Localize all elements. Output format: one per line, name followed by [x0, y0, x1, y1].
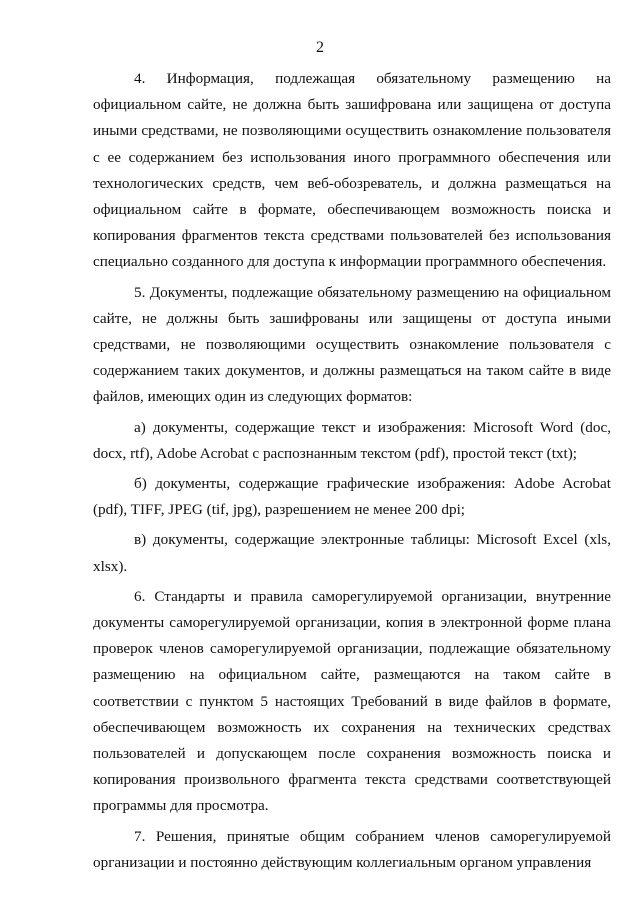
paragraph-item-7: 7. Решения, принятые общим собранием членов саморегулируемой организации и постоянно действующим коллегиальным органом управления [93, 827, 611, 871]
paragraph-item-4: 4. Информация, подлежащая обязательному размещению на официальном сайте, не должна быть зашифрована или защищена от доступа иными средствами, не позволяющими осуществить ознакомление пользователя с ее содержанием без использования иного программного обеспечения или технологических средств, чем веб-обозреватель, и должна размещаться на официальном сайте в формате, обеспечивающем возможность поиска и копирования фрагментов текста средствами пользователей без использования специально созданного для доступа к информации программного обеспечения. [93, 70, 611, 271]
paragraph-item-5v: в) документы, содержащие электронные таблицы: Microsoft Excel (xls, xlsx). [93, 531, 611, 575]
document-body [93, 66, 611, 876]
paragraph-item-6: 6. Стандарты и правила саморегулируемой организации, внутренние документы саморегулируемой организации, копия в электронной форме плана проверок членов саморегулируемой организации, подлежащие обязательному размещению на официальном сайте, размещаются на таком сайте в соответствии с пунктом 5 настоящих Требований в виде файлов в формате, обеспечивающем возможность их сохранения на технических средствах пользователей и допускающем после сохранения возможность поиска и копирования произвольного фрагмента текста средствами соответствующей программы для просмотра. [93, 587, 611, 815]
paragraph-item-5a: а) документы, содержащие текст и изображения: Microsoft Word (doc, docx, rtf), Adobe Acrobat с распознанным текстом (pdf), простой текст (txt); [93, 418, 611, 462]
paragraph-item-5: 5. Документы, подлежащие обязательному размещению на официальном сайте, не должны быть зашифрованы или защищены от доступа иными средствами, не позволяющими осуществить ознакомление пользователя с содержанием таких документов, и должны размещаться на таком сайте в виде файлов, имеющих один из следующих форматов: [93, 283, 611, 406]
paragraph-item-5b: б) документы, содержащие графические изображения: Adobe Acrobat (pdf), TIFF, JPEG (tif, jpg), разрешением не менее 200 dpi; [93, 475, 611, 519]
page-number: 2 [316, 39, 324, 56]
